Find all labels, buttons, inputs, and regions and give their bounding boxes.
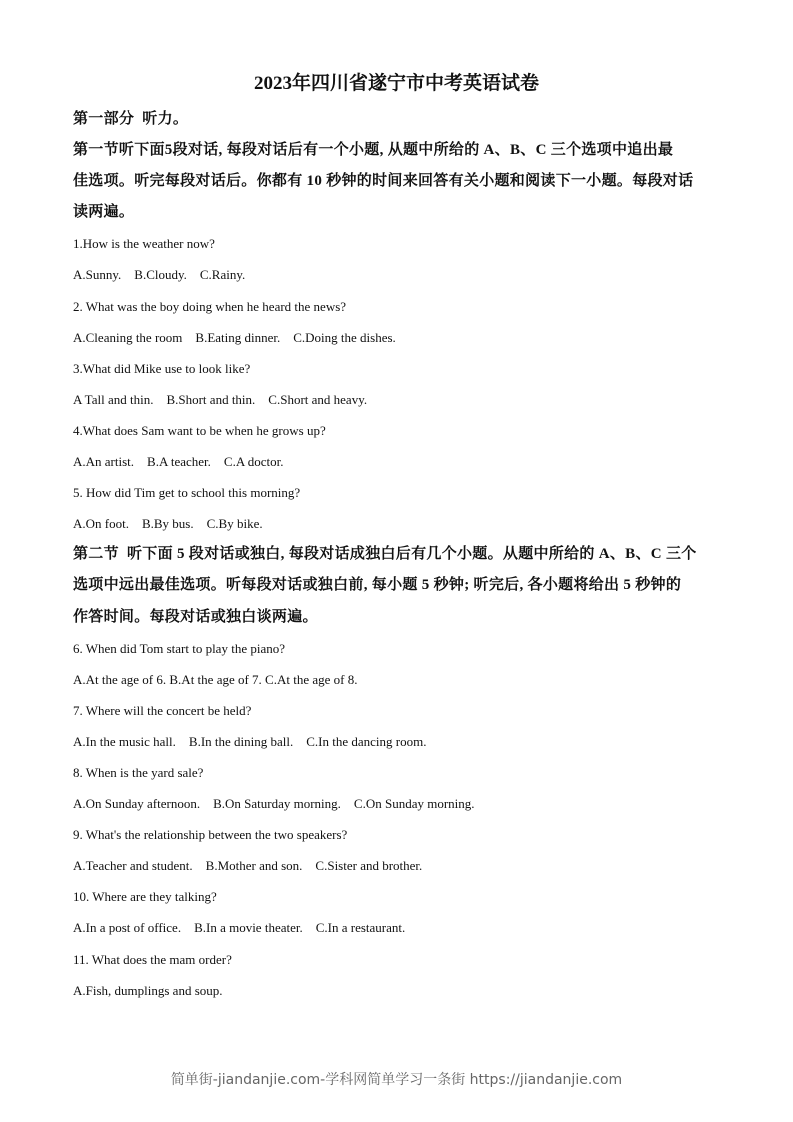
question-line: A.In the music hall. B.In the dining ball. C.In the dancing room. (73, 733, 427, 749)
question-line: A.Fish, dumplings and soup. (73, 982, 223, 998)
question-line: 4.What does Sam want to be when he grows up? (73, 422, 326, 438)
question-line: A.Teacher and student. B.Mother and son. C.Sister and brother. (73, 858, 423, 874)
section-instruction: 第一节听下面5段对话, 每段对话后有一个小题, 从题中所给的 A、B、C 三个选项中追出最 (73, 142, 674, 159)
section-instruction: 第二节 听下面 5 段对话或独白, 每段对话成独白后有几个小题。从题中所给的 A、B、C 三个 (73, 546, 697, 563)
question-line: A Tall and thin. B.Short and thin. C.Short and heavy. (73, 391, 368, 407)
question-line: 5. How did Tim get to school this morning? (73, 485, 301, 501)
question-line: A.On foot. B.By bus. C.By bike. (73, 516, 263, 532)
question-line: 10. Where are they talking? (73, 889, 217, 905)
question-line: A.At the age of 6. B.At the age of 7. C.At the age of 8. (73, 671, 358, 687)
section-instruction: 作答时间。每段对话或独白谈两遍。 (73, 608, 318, 625)
question-line: 11. What does the mam order? (73, 951, 232, 967)
question-line: A.Sunny. B.Cloudy. C.Rainy. (73, 267, 246, 283)
section-instruction: 第一部分 听力。 (73, 111, 189, 127)
section-instruction: 读两遍。 (73, 204, 135, 221)
section-instruction: 选项中远出最佳选项。听每段对话或独白前, 每小题 5 秒钟; 听完后, 各小题将给出 5 秒钟的 (73, 577, 682, 594)
question-line: A.An artist. B.A teacher. C.A doctor. (73, 454, 284, 470)
question-line: 2. What was the boy doing when he heard the news? (73, 298, 347, 314)
question-line: A.In a post of office. B.In a movie theater. C.In a restaurant. (73, 920, 406, 936)
question-line: 8. When is the yard sale? (73, 764, 204, 780)
question-line: 6. When did Tom start to play the piano? (73, 640, 285, 656)
question-line: 1.How is the weather now? (73, 236, 215, 252)
question-line: 3.What did Mike use to look like? (73, 360, 251, 376)
section-instruction: 佳选项。听完每段对话后。你都有 10 秒钟的时间来回答有关小题和阅读下一小题。每段对话 (73, 173, 694, 190)
question-line: A.Cleaning the room B.Eating dinner. C.Doing the dishes. (73, 329, 396, 345)
document-body (73, 104, 733, 1006)
question-line: 7. Where will the concert be held? (73, 702, 252, 718)
document-title: 2023年四川省遂宁市中考英语试卷 (253, 73, 539, 94)
question-line: 9. What's the relationship between the two speakers? (73, 827, 348, 843)
footer-watermark: 简单街-jiandanjie.com-学科网简单学习一条街 https://jiandanjie.com (170, 1072, 623, 1088)
question-line: A.On Sunday afternoon. B.On Saturday morning. C.On Sunday morning. (73, 796, 475, 812)
